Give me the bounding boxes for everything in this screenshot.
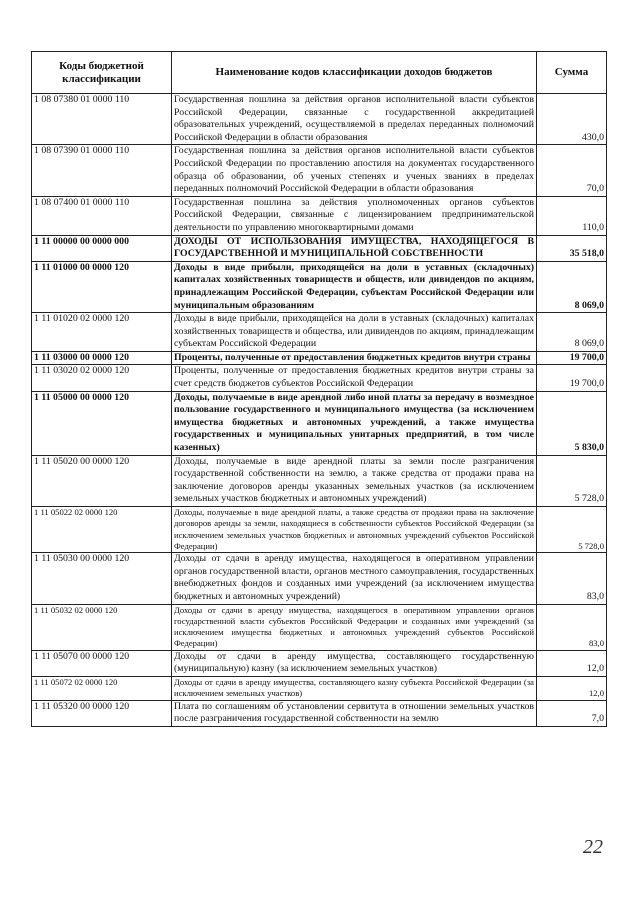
code-cell: 1 11 05000 00 0000 120 <box>32 391 172 455</box>
table-row <box>32 94 607 145</box>
code-cell: 1 11 05022 02 0000 120 <box>32 507 172 553</box>
header-code: Коды бюджетной классификации <box>32 52 172 94</box>
table-row <box>32 604 607 650</box>
sum-cell: 83,0 <box>537 604 607 650</box>
table-row <box>32 507 607 553</box>
table-row <box>32 145 607 196</box>
code-cell: 1 11 05030 00 0000 120 <box>32 553 172 604</box>
name-cell: Государственная пошлина за действия органов исполнительной власти субъектов Российской Федерации по проставлению апостиля на документах государственного образца об образовании, об ученых степенях и ученых званиях в пределах переданных полномочий Российской Федерации в области образования <box>172 145 537 196</box>
code-cell: 1 11 01020 02 0000 120 <box>32 313 172 352</box>
sum-cell: 110,0 <box>537 196 607 235</box>
sum-cell: 12,0 <box>537 676 607 700</box>
name-cell: Доходы, получаемые в виде арендной либо иной платы за передачу в возмездное пользование государственного и муниципального имущества (за исключением имущества бюджетных и автономных учреждений, а также имущества государственных и муниципальных унитарных предприятий, в том числе казенных) <box>172 391 537 455</box>
code-cell: 1 11 05032 02 0000 120 <box>32 604 172 650</box>
table-row <box>32 235 607 261</box>
code-cell: 1 11 03000 00 0000 120 <box>32 351 172 365</box>
sum-cell: 5 830,0 <box>537 391 607 455</box>
name-cell: Доходы в виде прибыли, приходящейся на доли в уставных (складочных) капиталах хозяйственных товариществ и обществ, или дивидендов по акциям, принадлежащим Российской Федерации, субъектам Российской Федерации или муниципальным образованиям <box>172 261 537 312</box>
code-cell: 1 11 05020 00 0000 120 <box>32 455 172 506</box>
sum-cell: 430,0 <box>537 94 607 145</box>
name-cell: Доходы от сдачи в аренду имущества, составляющего казну субъекта Российской Федерации (за исключением земельных участков) <box>172 676 537 700</box>
name-cell: Государственная пошлина за действия органов исполнительной власти субъектов Российской Федерации, связанные с государственной аккредитацией образовательных учреждений, осуществляемой в пределах переданных полномочий Российской Федерации в области образования <box>172 94 537 145</box>
sum-cell: 5 728,0 <box>537 455 607 506</box>
budget-revenue-table <box>31 51 607 727</box>
table-row <box>32 700 607 726</box>
name-cell: Доходы, получаемые в виде арендной платы за земли после разграничения государственной собственности на землю, а также средства от продажи права на заключение договоров аренды указанных земельных участков (за исключением земельных участков бюджетных и автономных учреждений) <box>172 455 537 506</box>
name-cell: ДОХОДЫ ОТ ИСПОЛЬЗОВАНИЯ ИМУЩЕСТВА, НАХОДЯЩЕГОСЯ В ГОСУДАРСТВЕННОЙ И МУНИЦИПАЛЬНОЙ СОБСТВЕННОСТИ <box>172 235 537 261</box>
sum-cell: 8 069,0 <box>537 261 607 312</box>
sum-cell: 5 728,0 <box>537 507 607 553</box>
name-cell: Доходы от сдачи в аренду имущества, находящегося в оперативном управлении органов государственной власти, органов местного самоуправления, государственных внебюджетных фондов и созданных ими учреждений (за исключением имущества бюджетных и автономных учреждений) <box>172 553 537 604</box>
table-row <box>32 650 607 676</box>
sum-cell: 8 069,0 <box>537 313 607 352</box>
code-cell: 1 11 05070 00 0000 120 <box>32 650 172 676</box>
code-cell: 1 08 07380 01 0000 110 <box>32 94 172 145</box>
name-cell: Проценты, полученные от предоставления бюджетных кредитов внутри страны <box>172 351 537 365</box>
sum-cell: 12,0 <box>537 650 607 676</box>
sum-cell: 7,0 <box>537 700 607 726</box>
sum-cell: 70,0 <box>537 145 607 196</box>
name-cell: Плата по соглашениям об установлении сервитута в отношении земельных участков после разграничения государственной собственности на землю <box>172 700 537 726</box>
code-cell: 1 11 05072 02 0000 120 <box>32 676 172 700</box>
name-cell: Доходы в виде прибыли, приходящейся на доли в уставных (складочных) капиталах хозяйственных товариществ и общества, или дивидендов по акциям, принадлежащим субъектам Российской Федерации <box>172 313 537 352</box>
code-cell: 1 11 03020 02 0000 120 <box>32 365 172 391</box>
table-row <box>32 313 607 352</box>
table-row <box>32 261 607 312</box>
sum-cell: 83,0 <box>537 553 607 604</box>
header-sum: Сумма <box>537 52 607 94</box>
header-name: Наименование кодов классификации доходов бюджетов <box>172 52 537 94</box>
page-number: 22 <box>583 836 603 858</box>
name-cell: Доходы от сдачи в аренду имущества, составляющего государственную (муниципальную) казну (за исключением земельных участков) <box>172 650 537 676</box>
name-cell: Государственная пошлина за действия уполномоченных органов субъектов Российской Федерации, связанные с лицензированием предпринимательской деятельности по управлению многоквартирными домами <box>172 196 537 235</box>
table-row <box>32 676 607 700</box>
sum-cell: 19 700,0 <box>537 365 607 391</box>
table-row <box>32 351 607 365</box>
table-header-row <box>32 52 607 94</box>
code-cell: 1 11 01000 00 0000 120 <box>32 261 172 312</box>
code-cell: 1 11 00000 00 0000 000 <box>32 235 172 261</box>
code-cell: 1 08 07400 01 0000 110 <box>32 196 172 235</box>
code-cell: 1 11 05320 00 0000 120 <box>32 700 172 726</box>
name-cell: Проценты, полученные от предоставления бюджетных кредитов внутри страны за счет средств бюджетов субъектов Российской Федерации <box>172 365 537 391</box>
name-cell: Доходы от сдачи в аренду имущества, находящегося в оперативном управлении органов государственной власти субъектов Российской Федерации и созданных ими учреждений (за исключением имущества бюджетных и автономных учреждений субъектов Российской Федерации) <box>172 604 537 650</box>
table-row <box>32 455 607 506</box>
table-row <box>32 553 607 604</box>
table-row <box>32 391 607 455</box>
sum-cell: 19 700,0 <box>537 351 607 365</box>
budget-table-page <box>31 51 606 727</box>
table-row <box>32 196 607 235</box>
sum-cell: 35 518,0 <box>537 235 607 261</box>
name-cell: Доходы, получаемые в виде арендной платы, а также средства от продажи права на заключение договоров аренды за земли, находящиеся в собственности субъектов Российской Федерации (за исключением земельных участков бюджетных и автономных учреждений субъектов Российской Федерации) <box>172 507 537 553</box>
table-row <box>32 365 607 391</box>
code-cell: 1 08 07390 01 0000 110 <box>32 145 172 196</box>
